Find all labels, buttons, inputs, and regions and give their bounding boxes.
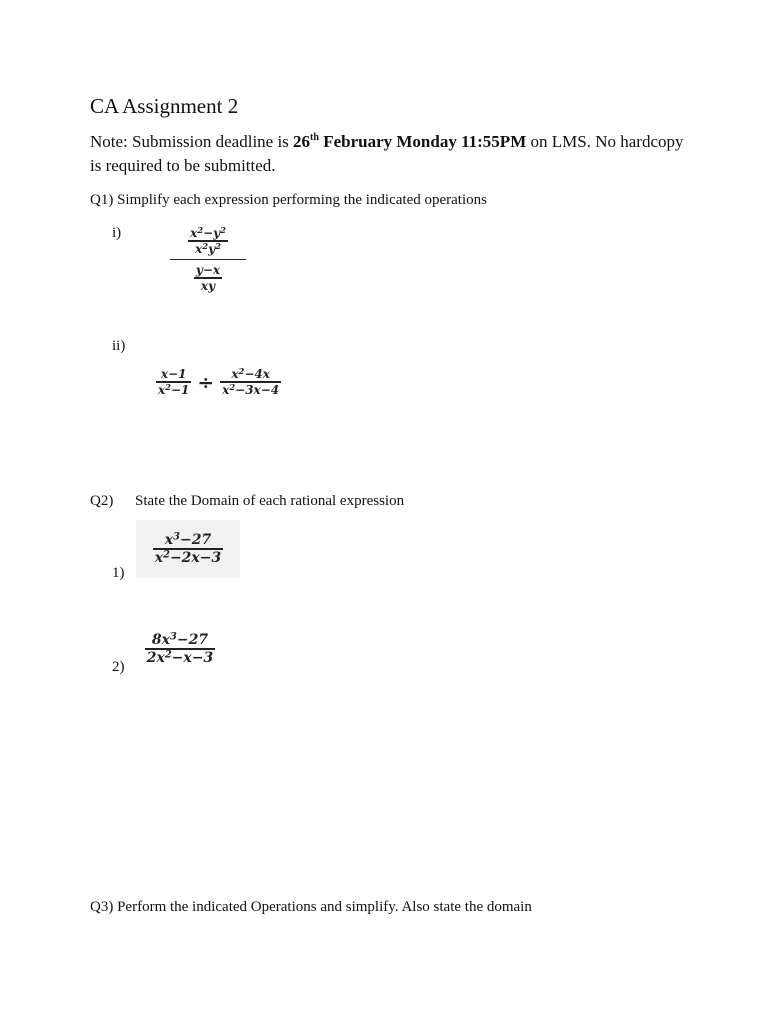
q1-text: Q1) Simplify each expression performing the indicated operations	[90, 192, 487, 208]
q1-item-ii-label: ii)	[112, 338, 126, 354]
q2-text: State the Domain of each rational expression	[135, 493, 405, 509]
q2-item-2-label: 2)	[112, 659, 125, 675]
note-suffix: on LMS. No hardcopy is required to be submitted.	[90, 132, 684, 175]
q2-number: Q2)	[90, 493, 114, 509]
q1-item-i-label: i)	[112, 225, 122, 241]
q1-i-expression: $\frac{\frac{x^2-y^2}{x^2y^2}}{\frac{y-x}{xy}}$	[170, 226, 246, 322]
q2-item-1-label: 1)	[112, 565, 125, 581]
note-deadline: 26th February Monday 11:55PM	[293, 132, 527, 151]
note-prefix: Note: Submission deadline is	[90, 132, 294, 151]
page-title: CA Assignment 2	[90, 94, 239, 118]
q3-text: Q3) Perform the indicated Operations and simplify. Also state the domain	[90, 899, 532, 915]
q2-2-expression: $\frac{8x^3-27}{2x^2-x-3}$	[146, 631, 214, 666]
submission-note	[90, 130, 690, 178]
q2-1-expression: $\frac{x^3-27}{x^2-2x-3}$	[136, 520, 240, 578]
q1-ii-expression: $\frac{x-1}{x^2-1}$ ÷ $\frac{x^2-4x}{x^2-3x-4}$	[158, 366, 280, 397]
